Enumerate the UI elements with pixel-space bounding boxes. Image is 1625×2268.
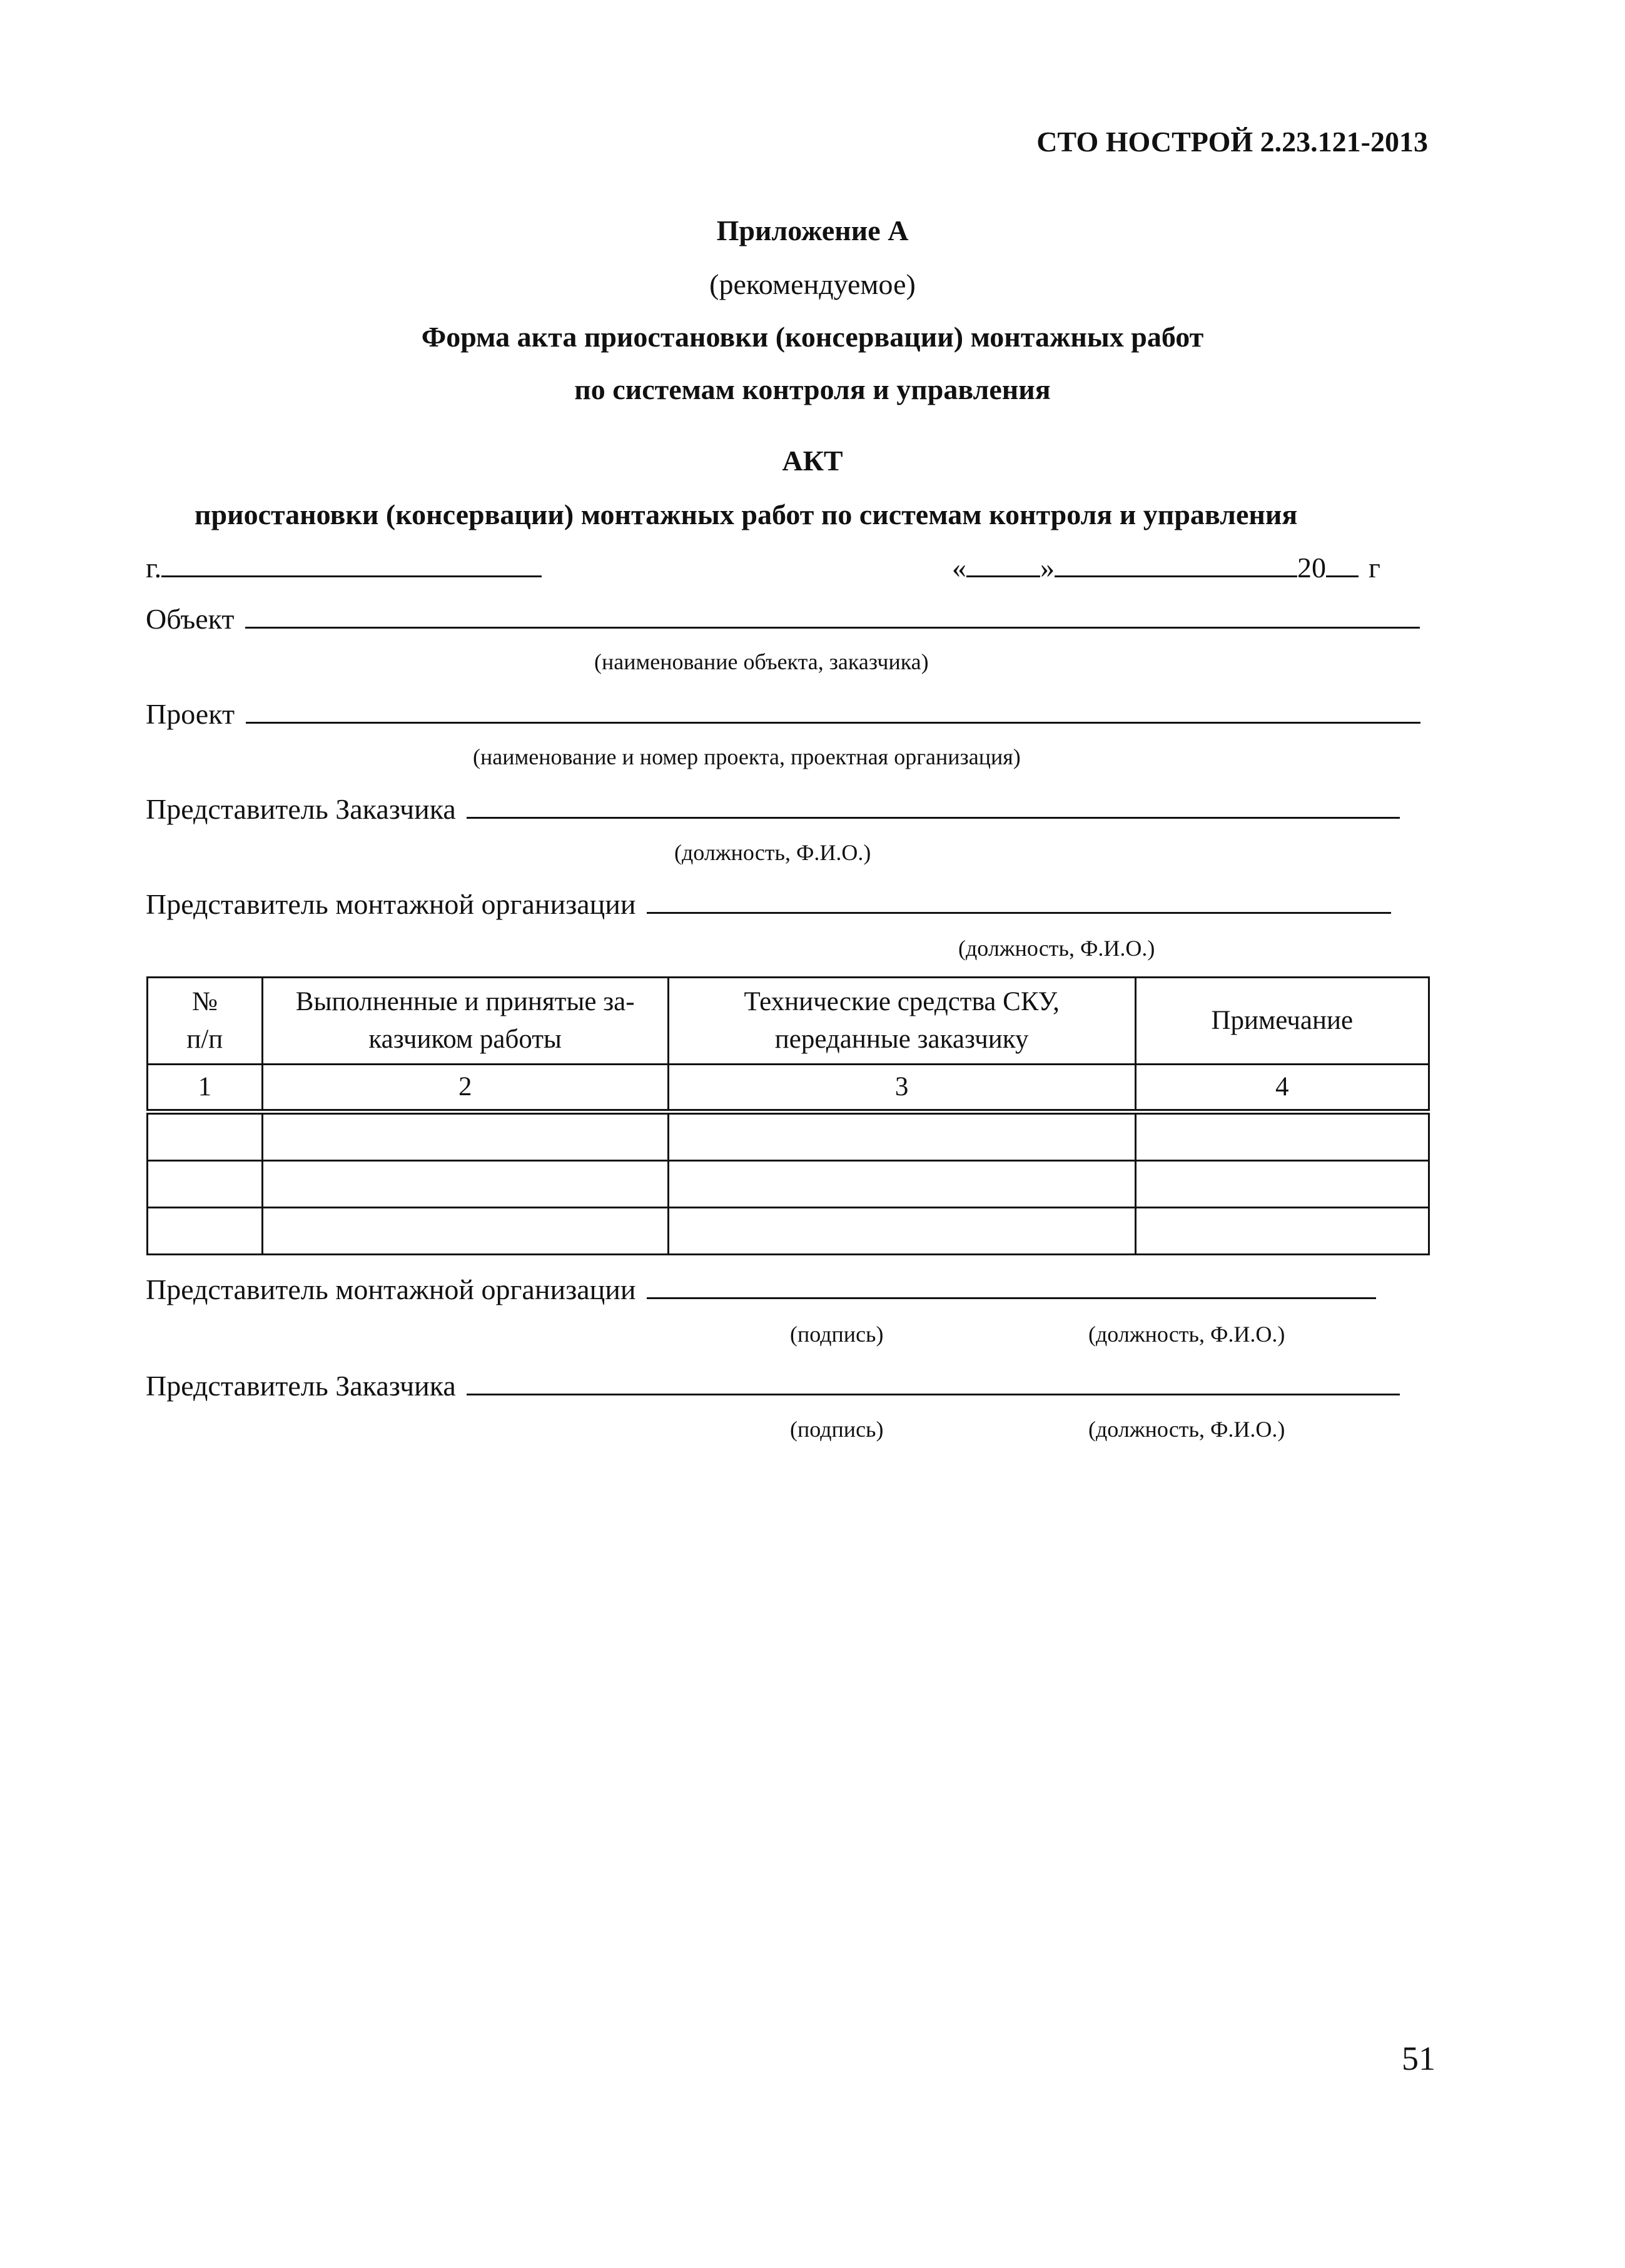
table-cell[interactable]: [262, 1161, 668, 1208]
object-caption: (наименование объекта, заказчика): [594, 649, 929, 674]
installer-position-caption: (должность, Ф.И.О.): [1088, 1322, 1285, 1347]
customer-signature-field: [146, 1369, 1400, 1400]
header-cell-note: Примечание: [1135, 978, 1429, 1065]
table-cell[interactable]: [1135, 1112, 1429, 1161]
table-cell[interactable]: [148, 1161, 263, 1208]
customer-rep-field: [146, 792, 1400, 824]
document-code: СТО НОСТРОЙ 2.23.121-2013: [1036, 126, 1428, 158]
column-number: 4: [1135, 1065, 1429, 1112]
table-header-row: [148, 978, 1429, 1065]
date-open-quote: «: [952, 552, 966, 584]
installer-rep-input-line[interactable]: [647, 887, 1391, 914]
column-number: 3: [668, 1065, 1135, 1112]
column-number: 1: [148, 1065, 263, 1112]
table-cell[interactable]: [668, 1112, 1135, 1161]
customer-rep-caption: (должность, Ф.И.О.): [674, 840, 871, 865]
installer-rep-label: Представитель монтажной организации: [146, 888, 636, 920]
customer-signature-label: Представитель Заказчика: [146, 1370, 456, 1402]
month-input-line[interactable]: [1055, 550, 1297, 577]
customer-sign-caption: (подпись): [790, 1417, 884, 1442]
appendix-status: (рекомендуемое): [709, 268, 916, 300]
customer-position-caption: (должность, Ф.И.О.): [1088, 1417, 1285, 1442]
table-cell[interactable]: [262, 1112, 668, 1161]
project-field: [146, 697, 1420, 729]
installer-signature-field: [146, 1272, 1376, 1304]
date-close-quote: »: [1040, 552, 1055, 584]
installer-rep-caption: (должность, Ф.И.О.): [958, 936, 1155, 961]
table-cell[interactable]: [668, 1208, 1135, 1255]
day-input-line[interactable]: [966, 550, 1040, 577]
customer-signature-input-line[interactable]: [467, 1369, 1400, 1395]
table-row: [148, 1112, 1429, 1161]
customer-rep-label: Представитель Заказчика: [146, 793, 456, 825]
year-suffix: г: [1369, 552, 1380, 584]
year-input-line[interactable]: [1326, 550, 1359, 577]
table-cell[interactable]: [1135, 1208, 1429, 1255]
project-caption: (наименование и номер проекта, проектная организация): [473, 744, 1021, 769]
act-heading: АКТ: [782, 445, 843, 477]
installer-rep-field: [146, 887, 1391, 919]
installer-signature-label: Представитель монтажной организации: [146, 1273, 636, 1305]
header-cell-equipment: Технические средства СКУ, переданные заказчику: [668, 978, 1135, 1065]
form-title-line2: по системам контроля и управления: [574, 373, 1051, 405]
year-prefix: 20: [1297, 552, 1326, 584]
table-cell[interactable]: [148, 1208, 263, 1255]
object-label: Объект: [146, 603, 235, 635]
date-field: [952, 550, 1380, 582]
project-label: Проект: [146, 698, 235, 730]
city-input-line[interactable]: [161, 550, 542, 577]
appendix-title: Приложение А: [716, 215, 909, 246]
table-row: [148, 1208, 1429, 1255]
installer-sign-caption: (подпись): [790, 1322, 884, 1347]
object-field: [146, 602, 1420, 634]
city-prefix: г.: [146, 552, 162, 584]
table-cell[interactable]: [262, 1208, 668, 1255]
header-cell-works: Выполненные и принятые за- казчиком работы: [262, 978, 668, 1065]
customer-rep-input-line[interactable]: [467, 792, 1400, 819]
table-cell[interactable]: [1135, 1161, 1429, 1208]
works-table: [146, 976, 1430, 1255]
form-title-line1: Форма акта приостановки (консервации) монтажных работ: [421, 321, 1204, 353]
project-input-line[interactable]: [246, 697, 1420, 724]
header-cell-number: № п/п: [148, 978, 263, 1065]
table-cell[interactable]: [668, 1161, 1135, 1208]
column-number-row: [148, 1065, 1429, 1112]
table-cell[interactable]: [148, 1112, 263, 1161]
page-number: 51: [1402, 2040, 1435, 2077]
table-row: [148, 1161, 1429, 1208]
city-field: [146, 550, 542, 582]
column-number: 2: [262, 1065, 668, 1112]
object-input-line[interactable]: [245, 602, 1420, 629]
act-subheading: приостановки (консервации) монтажных работ по системам контроля и управления: [195, 499, 1298, 530]
installer-signature-input-line[interactable]: [647, 1272, 1376, 1299]
